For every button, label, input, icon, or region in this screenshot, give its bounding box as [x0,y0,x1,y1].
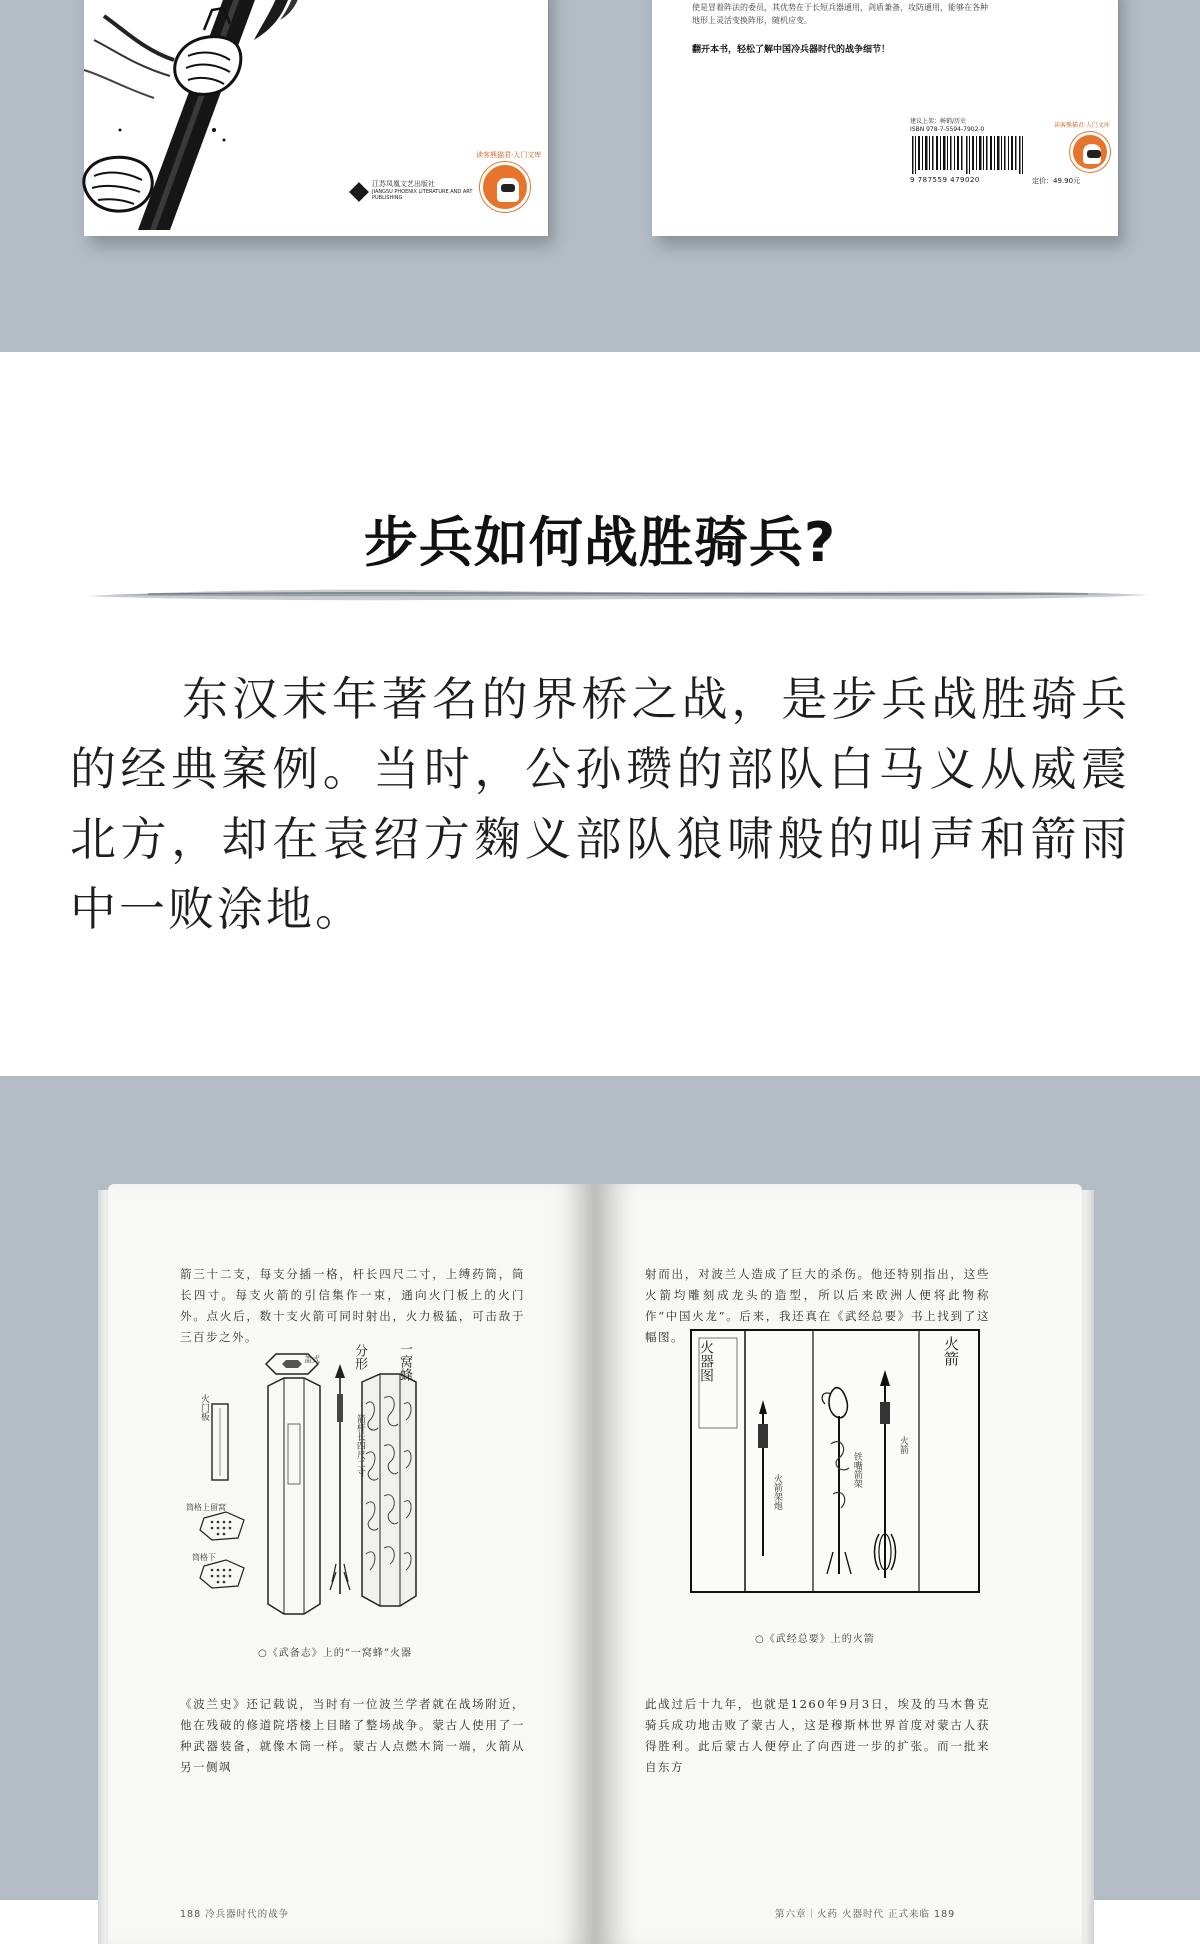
woodblock-label-2: 铁嘴箭架 [851,1452,862,1488]
seal-label: 读客熊猫君·人门文库 [1054,122,1110,129]
woodblock-label-3: 火箭 [897,1436,908,1454]
publisher-name-cn: 江苏凤凰文艺出版社 [372,180,435,188]
front-cover [84,0,548,236]
section-heading: 步兵如何战胜骑兵? [363,511,837,574]
shelf-label: 建议上架：畅销/历史 [910,118,967,125]
open-book [108,1184,1082,1944]
figure-label-arrow: 箭杆长四尺二寸 [354,1414,365,1477]
yiwofeng-illustration [108,1334,595,1634]
barcode-header [910,118,1060,134]
figure-title-right: 一窝蜂 [397,1342,412,1381]
barcode-block [910,118,1081,190]
figure-label-upper-grid: 筒格上留窝 [186,1503,226,1512]
cover-showcase [0,0,1200,352]
brush-stroke-divider [88,582,1148,608]
seal-label: 读客熊猫君·人门文库 [476,151,542,159]
readers-seal-icon [480,162,530,212]
right-page-top-text: 射而出，对波兰人造成了巨大的杀伤。他还特别指出，这些火箭均雕刻成龙头的造型，所以后来欧洲人便将此物称作“中国火龙”。后来，我还真在《武经总要》书上找到了这幅图。 [645,1267,990,1344]
figure-label-cap: 盖式 [304,1355,320,1364]
blurb-line-1: 使是冒着阵法的委员，其优势在于长短兵器通用，剑盾兼备，攻防通用，能够在各种 [692,3,988,12]
left-page-bottom-text: 《波兰史》还记载说，当时有一位波兰学者就在战场附近，他在残破的修道院塔楼上目睹了整场战争。蒙古人使用了一种武器装备，就像木筒一样。蒙古人点燃木筒一端，火箭从另一侧飒 [180,1697,525,1774]
right-page [595,1184,1082,1944]
intro-section [0,352,1200,1076]
back-cover [652,0,1118,236]
intro-paragraph: 东汉末年著名的界桥之战，是步兵战胜骑兵的经典案例。当时，公孙瓒的部队白马义从威震北方，却在袁绍方麴义部队狼啸般的叫声和箭雨中一败涂地。 [70,672,1130,936]
figure-label-lower-grid: 筒格下 [192,1553,216,1562]
figure-label-fuse-plate: 火门板 [198,1394,209,1421]
publisher-name-en: JIANGSU PHOENIX LITERATURE AND ART PUBLISHING [372,188,473,201]
price-label: 定价：49.90元 [1032,177,1081,185]
left-page [108,1184,595,1944]
right-page-bottom-text: 此战过后十九年，也就是1260年9月3日，埃及的马木鲁克骑兵成功地击败了蒙古人，这是穆斯林世界首度对蒙古人获得胜利。此后蒙古人便停止了向西进一步的扩张。而一批来自东方 [645,1697,990,1774]
left-figure-caption: ○《武备志》上的“一窝蜂”火器 [258,1648,412,1659]
huojian-woodblock-illustration [595,1324,1082,1624]
woodblock-title-left: 火器图 [698,1340,714,1382]
readers-seal-icon [1070,132,1110,172]
figure-title-left: 分形 [352,1344,367,1370]
barcode-digits: 9 787559 479020 [910,176,980,184]
open-book-showcase [0,1076,1200,1920]
page-edge-right [1080,1190,1094,1944]
isbn-text: ISBN 978-7-5594-7902-0 [910,125,985,133]
right-figure-caption: ○《武经总要》上的火箭 [755,1634,875,1645]
blurb-line-2: 地形上灵活变换阵形，随机应变。 [692,15,812,25]
left-page-footer: 188 冷兵器时代的战争 [180,1909,290,1920]
left-page-top-text: 箭三十二支，每支分插一格，杆长四尺二寸，上缚药筒，筒长四寸。每支火箭的引信集作一束，通向火门板上的火门外。点火后，数十支火箭可同时射出，火力极猛，可击敌于三百步之外。 [180,1267,525,1344]
back-cover-cta: 翻开本书，轻松了解中国冷兵器时代的战争细节！ [692,45,891,55]
publisher-name [372,180,492,201]
woodblock-label-1: 火箭架炮 [771,1474,782,1510]
back-cover-blurb [692,2,1072,28]
woodblock-title-right: 火箭 [942,1336,960,1366]
barcode-icon [910,136,1030,174]
right-page-footer: 第六章｜火药 火器时代 正式来临 189 [775,1909,956,1920]
